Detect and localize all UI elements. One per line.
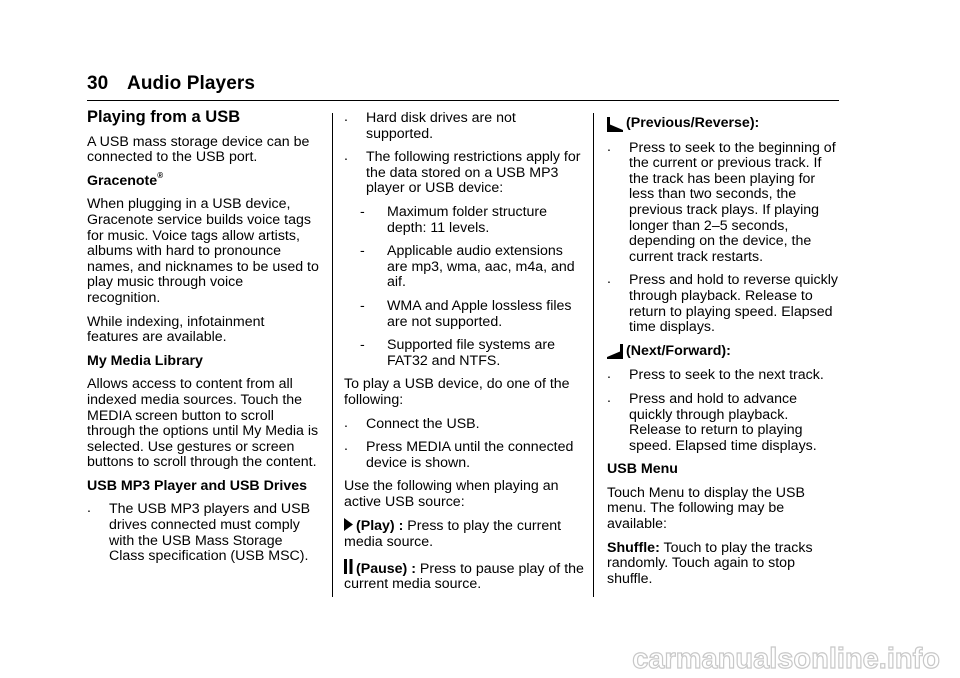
play-icon (344, 518, 353, 531)
list-item: . Press to seek to the next track. (607, 366, 824, 384)
dash-mark: - (360, 297, 365, 314)
sub-list-item: - WMA and Apple lossless files are not supported. (360, 297, 572, 330)
dash-mark: - (360, 243, 365, 260)
dash-mark: - (360, 203, 365, 220)
column-1 (87, 110, 319, 573)
section-title: Audio Players (127, 73, 256, 94)
list-item: . Connect the USB. (344, 414, 480, 432)
list-item: . The USB MP3 players and USB drives connected must comply with the USB Mass Storage Class specification (USB MSC). (87, 500, 311, 565)
play-intro-paragraph: To play a USB device, do one of the following: (344, 376, 570, 408)
dash-mark: - (360, 337, 365, 354)
page-header (87, 73, 255, 95)
sub-list-item: - Applicable audio extensions are mp3, wma, aac, m4a, and aif. (360, 243, 575, 291)
list-item: . The following restrictions apply for the data stored on a USB MP3 player or USB device: (344, 148, 581, 197)
bullet-mark: . (344, 438, 348, 455)
media-library-heading: My Media Library (87, 352, 203, 369)
header-rule (87, 100, 839, 101)
bullet-mark: . (607, 366, 611, 383)
bullet-mark: . (344, 414, 348, 431)
list-item: . Press and hold to advance quickly through playback. Release to return to playing speed. Elapsed time displays. (607, 389, 817, 454)
intro-paragraph: A USB mass storage device can be connected to the USB port. (87, 133, 310, 166)
gracenote-paragraph-2: While indexing, infotainment features are available. (87, 313, 265, 346)
list-item: . Press and hold to reverse quickly through playback. Release to return to playing speed. Elapsed time displays. (607, 271, 838, 336)
bullet-mark: . (87, 500, 91, 517)
gracenote-heading: Gracenote® (87, 170, 164, 189)
sub-list-item: - Supported file systems are FAT32 and NTFS. (360, 337, 555, 369)
next-heading: (Next/Forward): (607, 344, 843, 360)
list-item: . Press to seek to the beginning of the current or previous track. If the track has been playing for less than two seconds, the previous track plays. If playing longer than 2–5 seconds, depending on the device, the current track restarts. (607, 138, 836, 265)
shuffle-description: Shuffle: Touch to play the tracks randomly. Touch again to stop shuffle. (607, 539, 813, 587)
previous-heading: (Previous/Reverse): (607, 116, 843, 132)
sub-list-item: - Maximum folder structure depth: 11 levels. (360, 203, 548, 236)
bullet-mark: . (607, 389, 611, 406)
bullet-mark: . (607, 271, 611, 288)
section-heading: Playing from a USB (87, 108, 241, 126)
registered-mark: ® (157, 170, 164, 180)
usb-menu-heading: USB Menu (607, 461, 678, 478)
svg-text:carmanualsonline.info: carmanualsonline.info (632, 643, 940, 675)
gracenote-paragraph-1: When plugging in a USB device, Gracenote service builds voice tags for music. Voice tags allow artists, albums with hard to pronounce names, and nicknames to be used to play music through voice recognition. (87, 196, 319, 306)
usb-menu-paragraph: Touch Menu to display the USB menu. The following may be available: (607, 484, 805, 533)
column-divider-2 (593, 113, 594, 597)
pause-icon (344, 559, 353, 574)
media-library-paragraph: Allows access to content from all indexed media sources. Touch the MEDIA screen button to scroll through the options until My Media is selected. Use gestures or screen buttons to scroll through the content. (87, 376, 319, 471)
use-intro-paragraph: Use the following when playing an active USB source: (344, 478, 559, 510)
previous-icon (607, 117, 623, 132)
bullet-mark: . (607, 138, 611, 155)
column-3 (607, 116, 843, 595)
play-control-description: (Play) : Press to play the current media source. (344, 518, 562, 551)
pause-control-description: (Pause) : Press to pause play of the current media source. (344, 560, 584, 593)
bullet-mark: . (344, 109, 348, 125)
usb-drives-heading: USB MP3 Player and USB Drives (87, 477, 307, 494)
page-number: 30 (87, 73, 109, 94)
bullet-mark: . (344, 148, 348, 165)
list-item: . Press MEDIA until the connected device is shown. (344, 438, 574, 471)
list-item: . Hard disk drives are not supported. (344, 109, 516, 142)
next-icon (607, 344, 623, 359)
column-divider-1 (332, 113, 333, 597)
column-2 (344, 111, 584, 601)
